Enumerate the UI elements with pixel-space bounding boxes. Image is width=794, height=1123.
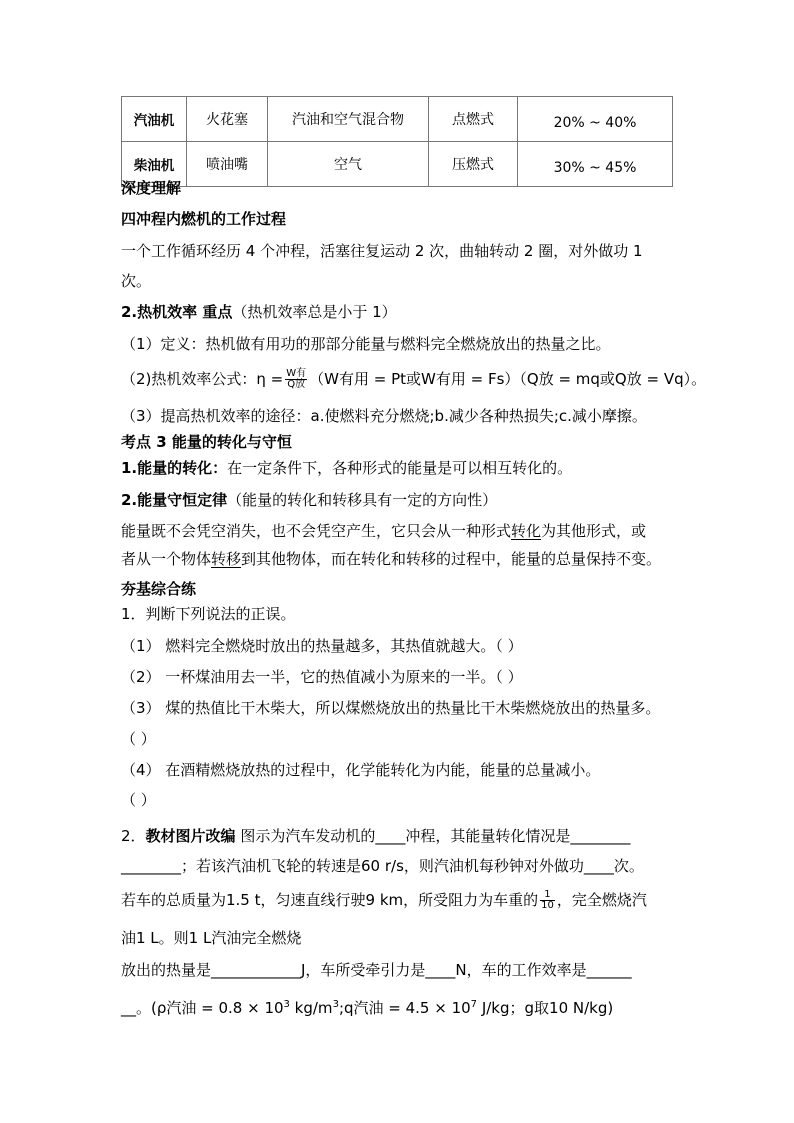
text-run: 者从一个物体 xyxy=(121,550,212,568)
efficiency-heading xyxy=(121,302,397,322)
exponent: 7 xyxy=(470,999,478,1010)
text-run: 为其他形式，或 xyxy=(541,522,647,540)
key-point-3: 考点 3 能量的转化与守恒 xyxy=(121,433,292,451)
table-cell: 空气 xyxy=(268,142,429,187)
exponent: 3 xyxy=(332,999,339,1010)
underlined-term: 转化 xyxy=(511,522,542,540)
text-run: 能量既不会凭空消失，也不会凭空产生，它只会从一种形式 xyxy=(121,522,512,540)
table-cell: 汽油和空气混合物 xyxy=(268,97,429,142)
text-run: 若车的总质量为1.5 t，匀速直线行驶9 km，所受阻力为车重的 xyxy=(121,891,539,909)
efficiency-note: （热机效率总是小于 1） xyxy=(232,303,397,321)
table-cell: 30% ~ 45% xyxy=(518,142,673,187)
table-cell: 20% ~ 40% xyxy=(518,97,673,142)
question-2-line-6 xyxy=(121,995,613,1018)
formula-numerator: W有 xyxy=(286,368,307,379)
energy-conservation-heading xyxy=(121,490,497,510)
question-1-item-3: （3） 煤的热值比干木柴大，所以煤燃烧放出的热量比干木柴燃烧放出的热量多。 xyxy=(121,699,661,717)
question-1-item-4-blank: （ ） xyxy=(121,791,156,809)
text-run: __。(ρ汽油 = 0.8 × 10 xyxy=(121,999,284,1017)
question-2-line-3 xyxy=(121,890,647,911)
table-cell: 压燃式 xyxy=(429,142,518,187)
underlined-term: 转移 xyxy=(211,550,242,568)
conservation-note: （能量的转化和转移具有一定的方向性） xyxy=(227,491,498,509)
question-2-line-5: 放出的热量是____________J，车所受牵引力是____N，车的工作效率是______ xyxy=(121,961,632,979)
table-cell: 汽油机 xyxy=(122,97,187,142)
text-run: 到其他物体，而在转化和转移的过程中，能量的总量保持不变。 xyxy=(241,550,662,568)
conservation-text xyxy=(121,521,646,541)
text-run: ;q汽油 = 4.5 × 10 xyxy=(338,999,471,1017)
question-2-line-4: 油1 L。则1 L汽油完全燃烧 xyxy=(121,929,302,947)
conversion-title: 1.能量的转化： xyxy=(121,459,228,477)
question-2-line-1 xyxy=(121,826,630,846)
table-cell: 火花塞 xyxy=(187,97,268,142)
question-1-stem: 1．判断下列说法的正误。 xyxy=(121,605,296,623)
question-number: 2． xyxy=(121,827,146,845)
formula-label: （2)热机效率公式：η = xyxy=(121,370,284,388)
table-cell: 点燃式 xyxy=(429,97,518,142)
source-tag: 教材图片改编 xyxy=(145,827,236,845)
resistance-fraction xyxy=(540,890,555,911)
fraction-denominator: 10 xyxy=(541,900,554,911)
conservation-text-cont xyxy=(121,549,661,569)
text-run: kg/m xyxy=(289,999,333,1017)
text-run: 图示为汽车发动机的____冲程，其能量转化情况是________ xyxy=(235,827,631,845)
practice-heading: 夯基综合练 xyxy=(121,580,197,598)
formula-fraction xyxy=(285,369,307,390)
engine-comparison-table xyxy=(121,96,673,187)
table-cell: 喷油嘴 xyxy=(187,142,268,187)
efficiency-improve: （3）提高热机效率的途径：a.使燃料充分燃烧;b.减少各种热损失;c.减小摩擦。 xyxy=(121,407,647,425)
formula-definitions: （W有用 = Pt或W有用 = Fs）（Q放 = mq或Q放 = Vq）。 xyxy=(309,370,707,388)
question-1-item-1: （1） 燃料完全燃烧时放出的热量越多，其热值就越大。（ ） xyxy=(121,637,523,655)
conservation-title: 2.能量守恒定律 xyxy=(121,491,228,509)
four-stroke-text-cont: 次。 xyxy=(121,272,152,290)
four-stroke-title: 四冲程内燃机的工作过程 xyxy=(121,210,287,228)
question-2-line-2: ________；若该汽油机飞轮的转速是60 r/s，则汽油机每秒钟对外做功____次。 xyxy=(121,857,644,875)
section-heading-deep: 深度理解 xyxy=(121,179,182,197)
question-1-item-3-blank: （ ） xyxy=(121,730,156,748)
text-run: ，完全燃烧汽 xyxy=(556,891,647,909)
table-row xyxy=(122,142,673,187)
table-cell: 柴油机 xyxy=(122,142,187,187)
table-row xyxy=(122,97,673,142)
energy-conversion xyxy=(121,458,572,478)
text-run: J/kg；g取10 N/kg) xyxy=(477,999,614,1017)
formula-denominator: Q放 xyxy=(287,379,306,390)
efficiency-title: 2.热机效率 重点 xyxy=(121,303,233,321)
exponent: 3 xyxy=(283,999,290,1010)
four-stroke-text: 一个工作循环经历 4 个冲程，活塞往复运动 2 次，曲轴转动 2 圈，对外做功 1 xyxy=(121,242,643,260)
conversion-text: 在一定条件下，各种形式的能量是可以相互转化的。 xyxy=(227,459,573,477)
fraction-numerator: 1 xyxy=(540,890,555,901)
efficiency-definition: （1）定义：热机做有用功的那部分能量与燃料完全燃烧放出的热量之比。 xyxy=(121,335,611,353)
question-1-item-2: （2） 一杯煤油用去一半，它的热值减小为原来的一半。（ ） xyxy=(121,668,523,686)
question-1-item-4: （4） 在酒精燃烧放热的过程中，化学能转化为内能，能量的总量减小。 xyxy=(121,761,601,779)
efficiency-formula xyxy=(121,369,706,390)
